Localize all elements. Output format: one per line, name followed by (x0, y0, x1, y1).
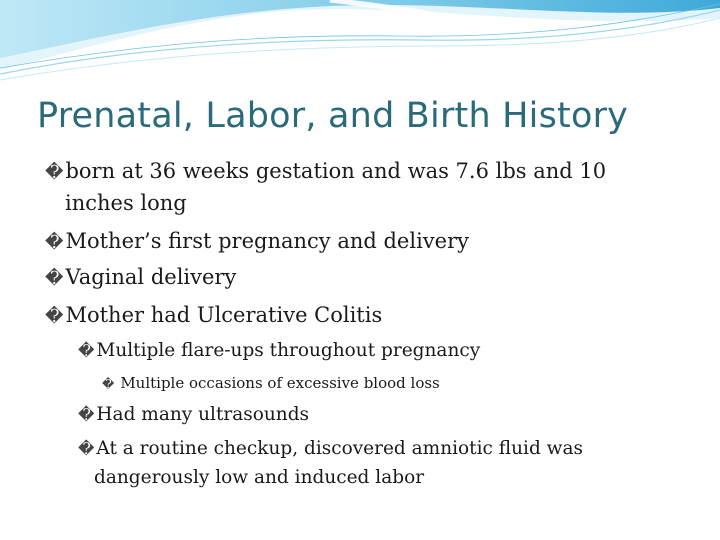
bullet-glyph: � (78, 341, 95, 360)
bullet-glyph: � (78, 405, 95, 424)
sub-bullet-ultrasounds (78, 404, 309, 425)
bullet-text: born at 36 weeks gestation and was 7.6 lbs and 10 (65, 159, 607, 183)
bullet-glyph: � (45, 306, 64, 327)
bullet-text: Mother’s first pregnancy and delivery (65, 229, 469, 253)
bullet-glyph: � (102, 377, 115, 391)
bullet-text: Had many ultrasounds (96, 404, 310, 425)
bullet-glyph: � (45, 162, 64, 183)
slide-title: Prenatal, Labor, and Birth History (37, 96, 629, 136)
bullet-item-vaginal-delivery (45, 265, 236, 289)
bullet-continuation: inches long (65, 191, 187, 215)
bullet-continuation: dangerously low and induced labor (94, 467, 425, 488)
bullet-text: At a routine checkup, discovered amniotic fluid was (96, 438, 584, 459)
bullet-item-ulcerative-colitis (45, 303, 382, 327)
bullet-glyph: � (78, 439, 95, 458)
bullet-glyph: � (45, 268, 64, 289)
bullet-glyph: � (45, 232, 64, 253)
bullet-text: Vaginal delivery (65, 265, 237, 289)
bullet-text: Multiple flare-ups throughout pregnancy (96, 340, 481, 361)
sub-sub-bullet-blood-loss (102, 374, 440, 392)
bullet-item-birth-stats (45, 159, 606, 183)
bullet-text: Mother had Ulcerative Colitis (65, 303, 383, 327)
sub-bullet-flare-ups (78, 340, 480, 361)
header-wave-decoration (0, 0, 720, 90)
bullet-item-first-pregnancy (45, 229, 469, 253)
sub-bullet-routine-checkup (78, 438, 583, 459)
bullet-text: Multiple occasions of excessive blood loss (120, 374, 440, 392)
